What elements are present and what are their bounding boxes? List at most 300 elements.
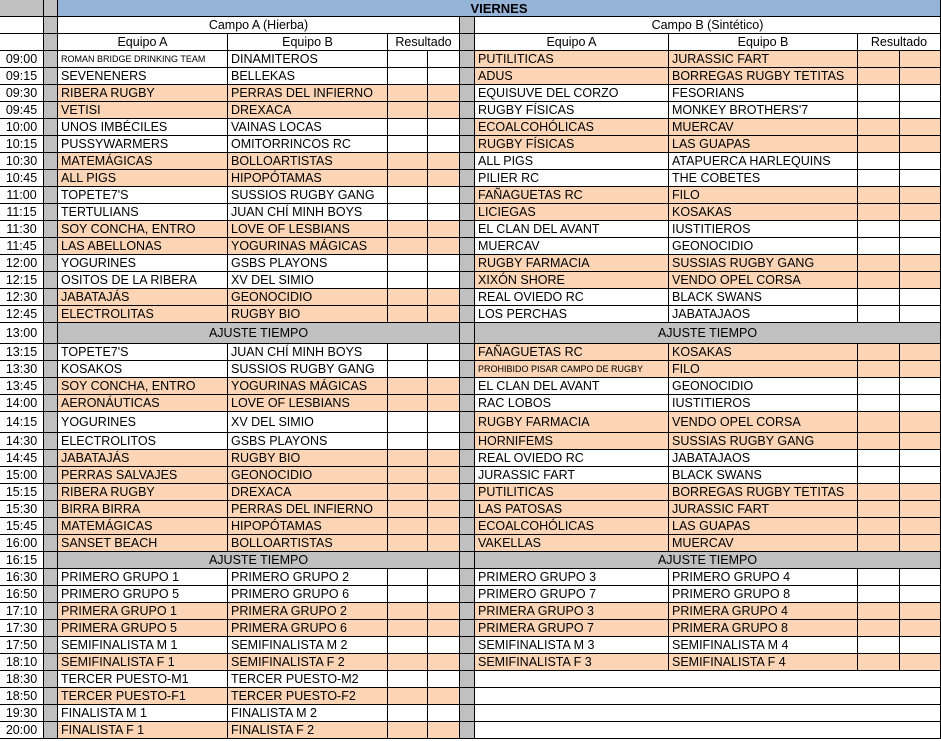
team-b-cell[interactable]: VENDO OPEL CORSA — [669, 412, 858, 433]
result-score-b[interactable] — [428, 705, 460, 722]
gutter-cell[interactable] — [44, 68, 58, 85]
gutter-cell[interactable] — [44, 361, 58, 378]
time-slot[interactable]: 12:00 — [0, 255, 44, 272]
result-score-b[interactable] — [900, 586, 941, 603]
team-a-cell[interactable]: ALL PIGS — [475, 153, 669, 170]
result-score-a[interactable] — [858, 535, 900, 552]
header-team-b[interactable]: Equipo B — [669, 34, 858, 51]
team-a-cell[interactable]: MATEMÁGICAS — [58, 153, 228, 170]
time-slot[interactable]: 17:30 — [0, 620, 44, 637]
time-slot[interactable]: 15:45 — [0, 518, 44, 535]
gutter-cell[interactable] — [44, 467, 58, 484]
time-slot[interactable]: 19:30 — [0, 705, 44, 722]
result-score-a[interactable] — [858, 255, 900, 272]
gutter-cell[interactable] — [44, 501, 58, 518]
result-score-a[interactable] — [858, 501, 900, 518]
result-score-b[interactable] — [428, 569, 460, 586]
team-b-cell[interactable]: VENDO OPEL CORSA — [669, 272, 858, 289]
result-score-a[interactable] — [858, 412, 900, 433]
result-score-b[interactable] — [428, 85, 460, 102]
gutter-cell[interactable] — [44, 170, 58, 187]
time-slot[interactable]: 10:00 — [0, 119, 44, 136]
team-b-cell[interactable]: GEONOCIDIO — [228, 467, 388, 484]
gutter-cell[interactable] — [44, 204, 58, 221]
team-b-cell[interactable]: TERCER PUESTO-F2 — [228, 688, 388, 705]
team-a-cell[interactable]: RIBERA RUGBY — [58, 85, 228, 102]
time-slot[interactable]: 09:45 — [0, 102, 44, 119]
team-b-cell[interactable]: LOVE OF LESBIANS — [228, 395, 388, 412]
result-score-b[interactable] — [900, 518, 941, 535]
team-b-cell[interactable]: ATAPUERCA HARLEQUINS — [669, 153, 858, 170]
header-team-a[interactable]: Equipo A — [58, 34, 228, 51]
result-score-a[interactable] — [858, 433, 900, 450]
result-score-a[interactable] — [858, 654, 900, 671]
gutter-cell[interactable] — [44, 705, 58, 722]
adjust-time-banner[interactable]: AJUSTE TIEMPO — [58, 323, 460, 344]
gutter-cell[interactable] — [44, 552, 58, 569]
team-b-cell[interactable]: DREXACA — [228, 484, 388, 501]
team-b-cell[interactable]: YOGURINAS MÁGICAS — [228, 378, 388, 395]
gutter-cell[interactable] — [44, 450, 58, 467]
team-b-cell[interactable]: GEONOCIDIO — [228, 289, 388, 306]
result-score-b[interactable] — [900, 378, 941, 395]
result-score-a[interactable] — [858, 518, 900, 535]
gutter-cell[interactable] — [44, 102, 58, 119]
result-score-b[interactable] — [900, 306, 941, 323]
result-score-a[interactable] — [858, 450, 900, 467]
separator-cell[interactable] — [460, 450, 475, 467]
gutter-cell[interactable] — [44, 119, 58, 136]
gutter-cell[interactable] — [44, 0, 58, 17]
result-score-b[interactable] — [428, 603, 460, 620]
separator-cell[interactable] — [460, 323, 475, 344]
team-a-cell[interactable]: RIBERA RUGBY — [58, 484, 228, 501]
result-score-a[interactable] — [858, 361, 900, 378]
separator-cell[interactable] — [460, 51, 475, 68]
team-b-cell[interactable]: PERRAS DEL INFIERNO — [228, 85, 388, 102]
separator-cell[interactable] — [460, 654, 475, 671]
time-slot[interactable]: 13:45 — [0, 378, 44, 395]
team-a-cell[interactable]: PRIMERO GRUPO 7 — [475, 586, 669, 603]
team-a-cell[interactable]: ECOALCOHÓLICAS — [475, 518, 669, 535]
team-a-cell[interactable]: PUTILITICAS — [475, 51, 669, 68]
result-score-b[interactable] — [428, 136, 460, 153]
result-score-b[interactable] — [428, 535, 460, 552]
result-score-b[interactable] — [900, 361, 941, 378]
result-score-b[interactable] — [428, 586, 460, 603]
gutter-cell[interactable] — [44, 620, 58, 637]
team-b-cell[interactable]: SUSSIOS RUGBY GANG — [228, 361, 388, 378]
result-score-a[interactable] — [858, 289, 900, 306]
gutter-cell[interactable] — [44, 688, 58, 705]
result-score-a[interactable] — [388, 51, 428, 68]
team-b-cell[interactable]: SUSSIAS RUGBY GANG — [669, 433, 858, 450]
team-b-cell[interactable]: BOLLOARTISTAS — [228, 535, 388, 552]
result-score-b[interactable] — [428, 484, 460, 501]
separator-cell[interactable] — [460, 221, 475, 238]
result-score-a[interactable] — [858, 306, 900, 323]
team-b-cell[interactable]: FILO — [669, 187, 858, 204]
team-b-cell[interactable]: OMITORRINCOS RC — [228, 136, 388, 153]
gutter-cell[interactable] — [44, 518, 58, 535]
team-b-cell[interactable]: BORREGAS RUGBY TETITAS — [669, 68, 858, 85]
separator-cell[interactable] — [460, 153, 475, 170]
team-a-cell[interactable]: PILIER RC — [475, 170, 669, 187]
team-a-cell[interactable]: TERCER PUESTO-M1 — [58, 671, 228, 688]
result-score-b[interactable] — [900, 51, 941, 68]
result-score-b[interactable] — [900, 654, 941, 671]
result-score-a[interactable] — [388, 119, 428, 136]
result-score-a[interactable] — [858, 170, 900, 187]
team-b-cell[interactable]: PERRAS DEL INFIERNO — [228, 501, 388, 518]
result-score-a[interactable] — [388, 378, 428, 395]
result-score-a[interactable] — [388, 204, 428, 221]
separator-cell[interactable] — [460, 433, 475, 450]
time-slot[interactable]: 16:00 — [0, 535, 44, 552]
result-score-b[interactable] — [428, 204, 460, 221]
result-score-a[interactable] — [858, 484, 900, 501]
team-a-cell[interactable]: FAÑAGUETAS RC — [475, 344, 669, 361]
team-a-cell[interactable]: TERTULIANS — [58, 204, 228, 221]
result-score-a[interactable] — [388, 238, 428, 255]
time-slot[interactable]: 11:15 — [0, 204, 44, 221]
result-score-b[interactable] — [428, 221, 460, 238]
separator-cell[interactable] — [460, 722, 475, 739]
team-b-cell[interactable]: JUAN CHÍ MINH BOYS — [228, 344, 388, 361]
separator-cell[interactable] — [460, 395, 475, 412]
team-a-cell[interactable]: PRIMERA GRUPO 1 — [58, 603, 228, 620]
result-score-a[interactable] — [858, 204, 900, 221]
team-a-cell[interactable]: JABATAJÁS — [58, 289, 228, 306]
team-a-cell[interactable]: FAÑAGUETAS RC — [475, 187, 669, 204]
gutter-cell[interactable] — [44, 153, 58, 170]
team-a-cell[interactable]: TERCER PUESTO-F1 — [58, 688, 228, 705]
result-score-a[interactable] — [858, 187, 900, 204]
result-score-a[interactable] — [388, 654, 428, 671]
team-b-cell[interactable]: KOSAKAS — [669, 344, 858, 361]
team-b-cell[interactable]: MONKEY BROTHERS'7 — [669, 102, 858, 119]
team-a-cell[interactable]: REAL OVIEDO RC — [475, 450, 669, 467]
separator-cell[interactable] — [460, 535, 475, 552]
team-a-cell[interactable]: AERONÁUTICAS — [58, 395, 228, 412]
result-score-b[interactable] — [900, 119, 941, 136]
separator-cell[interactable] — [460, 306, 475, 323]
time-slot[interactable]: 12:30 — [0, 289, 44, 306]
team-a-cell[interactable]: JURASSIC FART — [475, 467, 669, 484]
result-score-b[interactable] — [428, 272, 460, 289]
gutter-cell[interactable] — [44, 671, 58, 688]
team-b-cell[interactable]: SEMIFINALISTA F 2 — [228, 654, 388, 671]
result-score-b[interactable] — [900, 395, 941, 412]
team-a-cell[interactable]: FINALISTA F 1 — [58, 722, 228, 739]
result-score-b[interactable] — [428, 289, 460, 306]
team-b-cell[interactable]: PRIMERO GRUPO 8 — [669, 586, 858, 603]
separator-cell[interactable] — [460, 620, 475, 637]
result-score-a[interactable] — [388, 136, 428, 153]
result-score-b[interactable] — [428, 187, 460, 204]
empty-cell[interactable] — [475, 688, 941, 705]
result-score-a[interactable] — [858, 119, 900, 136]
result-score-a[interactable] — [858, 603, 900, 620]
result-score-a[interactable] — [388, 569, 428, 586]
result-score-b[interactable] — [428, 467, 460, 484]
result-score-b[interactable] — [428, 450, 460, 467]
team-b-cell[interactable]: PRIMERA GRUPO 2 — [228, 603, 388, 620]
time-slot[interactable]: 09:30 — [0, 85, 44, 102]
day-title[interactable]: VIERNES — [58, 0, 941, 17]
team-b-cell[interactable]: RUGBY BIO — [228, 306, 388, 323]
adjust-time-banner[interactable]: AJUSTE TIEMPO — [475, 552, 941, 569]
result-score-a[interactable] — [388, 467, 428, 484]
team-b-cell[interactable]: JABATAJAOS — [669, 450, 858, 467]
team-a-cell[interactable]: RUGBY FARMACIA — [475, 412, 669, 433]
result-score-a[interactable] — [388, 102, 428, 119]
separator-cell[interactable] — [460, 102, 475, 119]
team-a-cell[interactable]: UNOS IMBÉCILES — [58, 119, 228, 136]
result-score-b[interactable] — [900, 433, 941, 450]
gutter-cell[interactable] — [44, 395, 58, 412]
team-a-cell[interactable]: OSITOS DE LA RIBERA — [58, 272, 228, 289]
result-score-b[interactable] — [428, 378, 460, 395]
separator-cell[interactable] — [460, 238, 475, 255]
result-score-a[interactable] — [388, 603, 428, 620]
time-slot[interactable]: 12:45 — [0, 306, 44, 323]
team-a-cell[interactable]: TOPETE7'S — [58, 187, 228, 204]
team-b-cell[interactable]: FINALISTA M 2 — [228, 705, 388, 722]
result-score-b[interactable] — [900, 102, 941, 119]
team-b-cell[interactable]: GSBS PLAYONS — [228, 255, 388, 272]
gutter-cell[interactable] — [44, 51, 58, 68]
team-a-cell[interactable]: SOY CONCHA, ENTRO — [58, 221, 228, 238]
team-b-cell[interactable]: BOLLOARTISTAS — [228, 153, 388, 170]
team-a-cell[interactable]: MATEMÁGICAS — [58, 518, 228, 535]
time-slot[interactable]: 10:15 — [0, 136, 44, 153]
result-score-b[interactable] — [428, 344, 460, 361]
team-b-cell[interactable]: SUSSIOS RUGBY GANG — [228, 187, 388, 204]
separator-cell[interactable] — [460, 569, 475, 586]
team-b-cell[interactable]: PRIMERO GRUPO 6 — [228, 586, 388, 603]
team-b-cell[interactable]: PRIMERO GRUPO 4 — [669, 569, 858, 586]
result-score-b[interactable] — [428, 153, 460, 170]
team-a-cell[interactable]: YOGURINES — [58, 255, 228, 272]
team-a-cell[interactable]: RUGBY FÍSICAS — [475, 102, 669, 119]
time-slot[interactable]: 14:45 — [0, 450, 44, 467]
result-score-a[interactable] — [858, 620, 900, 637]
time-slot[interactable]: 11:45 — [0, 238, 44, 255]
result-score-a[interactable] — [388, 255, 428, 272]
separator-cell[interactable] — [460, 688, 475, 705]
gutter-cell[interactable] — [44, 238, 58, 255]
team-a-cell[interactable]: RAC LOBOS — [475, 395, 669, 412]
team-b-cell[interactable]: HIPOPÓTAMAS — [228, 170, 388, 187]
result-score-b[interactable] — [900, 620, 941, 637]
result-score-b[interactable] — [900, 637, 941, 654]
gutter-cell[interactable] — [44, 569, 58, 586]
gutter-cell[interactable] — [44, 433, 58, 450]
team-a-cell[interactable]: SEMIFINALISTA M 3 — [475, 637, 669, 654]
gutter-cell[interactable] — [44, 378, 58, 395]
time-slot[interactable]: 09:15 — [0, 68, 44, 85]
team-a-cell[interactable]: RUGBY FARMACIA — [475, 255, 669, 272]
team-b-cell[interactable]: DREXACA — [228, 102, 388, 119]
separator-cell[interactable] — [460, 484, 475, 501]
result-score-a[interactable] — [388, 187, 428, 204]
team-b-cell[interactable]: HIPOPÓTAMAS — [228, 518, 388, 535]
team-b-cell[interactable]: SEMIFINALISTA M 4 — [669, 637, 858, 654]
result-score-b[interactable] — [900, 153, 941, 170]
result-score-a[interactable] — [858, 85, 900, 102]
result-score-b[interactable] — [428, 306, 460, 323]
team-a-cell[interactable]: PRIMERA GRUPO 7 — [475, 620, 669, 637]
gutter-cell[interactable] — [44, 255, 58, 272]
team-b-cell[interactable]: RUGBY BIO — [228, 450, 388, 467]
team-a-cell[interactable]: SANSET BEACH — [58, 535, 228, 552]
separator-cell[interactable] — [460, 34, 475, 51]
team-a-cell[interactable]: EQUISUVE DEL CORZO — [475, 85, 669, 102]
separator-cell[interactable] — [460, 552, 475, 569]
gutter-cell[interactable] — [44, 221, 58, 238]
team-a-cell[interactable]: XIXÓN SHORE — [475, 272, 669, 289]
adjust-time-banner[interactable]: AJUSTE TIEMPO — [475, 323, 941, 344]
result-score-a[interactable] — [858, 102, 900, 119]
time-slot[interactable]: 16:30 — [0, 569, 44, 586]
result-score-b[interactable] — [428, 68, 460, 85]
result-score-a[interactable] — [388, 412, 428, 433]
result-score-b[interactable] — [900, 204, 941, 221]
team-a-cell[interactable]: ROMAN BRIDGE DRINKING TEAM — [58, 51, 228, 68]
result-score-b[interactable] — [900, 484, 941, 501]
time-header-blank[interactable] — [0, 34, 44, 51]
result-score-b[interactable] — [428, 637, 460, 654]
gutter-cell[interactable] — [44, 535, 58, 552]
header-team-b[interactable]: Equipo B — [228, 34, 388, 51]
team-a-cell[interactable]: EL CLAN DEL AVANT — [475, 221, 669, 238]
result-score-a[interactable] — [388, 705, 428, 722]
separator-cell[interactable] — [460, 68, 475, 85]
result-score-a[interactable] — [388, 501, 428, 518]
time-slot[interactable]: 16:50 — [0, 586, 44, 603]
team-a-cell[interactable]: LICIEGAS — [475, 204, 669, 221]
gutter-cell[interactable] — [44, 272, 58, 289]
result-score-a[interactable] — [388, 170, 428, 187]
result-score-a[interactable] — [388, 433, 428, 450]
separator-cell[interactable] — [460, 637, 475, 654]
team-b-cell[interactable]: PRIMERA GRUPO 6 — [228, 620, 388, 637]
result-score-b[interactable] — [900, 170, 941, 187]
time-slot[interactable]: 14:30 — [0, 433, 44, 450]
result-score-a[interactable] — [388, 637, 428, 654]
field-b-title[interactable]: Campo B (Sintético) — [475, 17, 941, 34]
result-score-b[interactable] — [428, 51, 460, 68]
team-a-cell[interactable]: PERRAS SALVAJES — [58, 467, 228, 484]
result-score-a[interactable] — [388, 289, 428, 306]
team-b-cell[interactable]: FINALISTA F 2 — [228, 722, 388, 739]
team-a-cell[interactable]: SEMIFINALISTA F 1 — [58, 654, 228, 671]
separator-cell[interactable] — [460, 289, 475, 306]
separator-cell[interactable] — [460, 344, 475, 361]
separator-cell[interactable] — [460, 378, 475, 395]
result-score-b[interactable] — [900, 467, 941, 484]
result-score-a[interactable] — [858, 153, 900, 170]
team-b-cell[interactable]: LAS GUAPAS — [669, 518, 858, 535]
result-score-a[interactable] — [388, 722, 428, 739]
time-slot[interactable]: 18:50 — [0, 688, 44, 705]
team-b-cell[interactable]: GSBS PLAYONS — [228, 433, 388, 450]
result-score-a[interactable] — [858, 221, 900, 238]
team-a-cell[interactable]: PRIMERO GRUPO 5 — [58, 586, 228, 603]
separator-cell[interactable] — [460, 17, 475, 34]
gutter-cell[interactable] — [44, 344, 58, 361]
team-b-cell[interactable]: TERCER PUESTO-M2 — [228, 671, 388, 688]
empty-cell[interactable] — [475, 722, 941, 739]
gutter-cell[interactable] — [44, 603, 58, 620]
result-score-a[interactable] — [388, 535, 428, 552]
result-score-b[interactable] — [428, 654, 460, 671]
separator-cell[interactable] — [460, 501, 475, 518]
separator-cell[interactable] — [460, 705, 475, 722]
result-score-b[interactable] — [900, 221, 941, 238]
result-score-b[interactable] — [428, 119, 460, 136]
gutter-cell[interactable] — [44, 289, 58, 306]
team-a-cell[interactable]: LOS PERCHAS — [475, 306, 669, 323]
gutter-cell[interactable] — [44, 637, 58, 654]
result-score-a[interactable] — [388, 620, 428, 637]
result-score-a[interactable] — [858, 136, 900, 153]
team-a-cell[interactable]: PUTILITICAS — [475, 484, 669, 501]
separator-cell[interactable] — [460, 85, 475, 102]
team-b-cell[interactable]: PRIMERO GRUPO 2 — [228, 569, 388, 586]
team-b-cell[interactable]: DINAMITEROS — [228, 51, 388, 68]
separator-cell[interactable] — [460, 119, 475, 136]
team-b-cell[interactable]: GEONOCIDIO — [669, 238, 858, 255]
result-score-b[interactable] — [428, 620, 460, 637]
team-b-cell[interactable]: SEMIFINALISTA M 2 — [228, 637, 388, 654]
team-b-cell[interactable]: MUERCAV — [669, 535, 858, 552]
team-a-cell[interactable]: PRIMERO GRUPO 1 — [58, 569, 228, 586]
time-slot[interactable]: 11:30 — [0, 221, 44, 238]
time-slot[interactable]: 13:15 — [0, 344, 44, 361]
result-score-a[interactable] — [858, 51, 900, 68]
empty-cell[interactable] — [475, 705, 941, 722]
team-b-cell[interactable]: IUSTITIEROS — [669, 395, 858, 412]
result-score-b[interactable] — [428, 170, 460, 187]
result-score-a[interactable] — [388, 344, 428, 361]
gutter-cell[interactable] — [44, 85, 58, 102]
time-slot[interactable]: 14:15 — [0, 412, 44, 433]
result-score-b[interactable] — [900, 187, 941, 204]
team-b-cell[interactable]: JURASSIC FART — [669, 501, 858, 518]
time-slot[interactable]: 15:15 — [0, 484, 44, 501]
team-b-cell[interactable]: LAS GUAPAS — [669, 136, 858, 153]
team-b-cell[interactable]: XV DEL SIMIO — [228, 412, 388, 433]
result-score-b[interactable] — [900, 136, 941, 153]
result-score-b[interactable] — [428, 361, 460, 378]
separator-cell[interactable] — [460, 361, 475, 378]
team-b-cell[interactable]: MUERCAV — [669, 119, 858, 136]
result-score-a[interactable] — [388, 85, 428, 102]
result-score-a[interactable] — [858, 272, 900, 289]
team-a-cell[interactable]: SEVENENERS — [58, 68, 228, 85]
result-score-b[interactable] — [428, 395, 460, 412]
time-slot[interactable]: 12:15 — [0, 272, 44, 289]
time-slot[interactable]: 18:10 — [0, 654, 44, 671]
separator-cell[interactable] — [460, 187, 475, 204]
separator-cell[interactable] — [460, 412, 475, 433]
gutter-cell[interactable] — [44, 34, 58, 51]
time-slot[interactable]: 18:30 — [0, 671, 44, 688]
team-a-cell[interactable]: EL CLAN DEL AVANT — [475, 378, 669, 395]
result-score-b[interactable] — [428, 671, 460, 688]
